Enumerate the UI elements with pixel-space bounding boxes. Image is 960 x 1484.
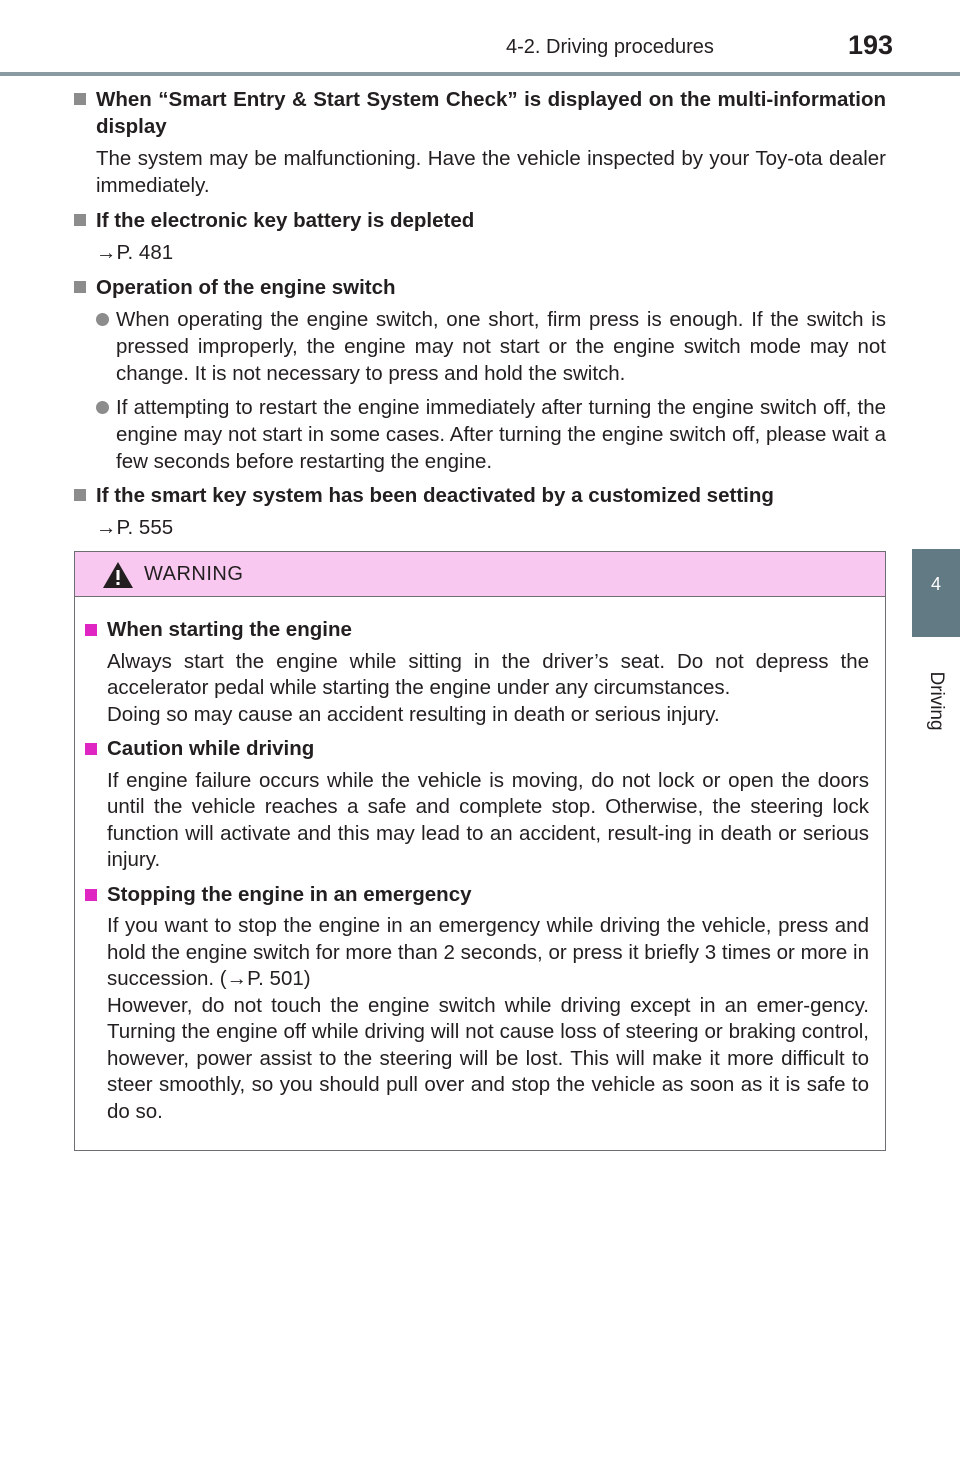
square-bullet-icon (74, 489, 86, 501)
warning-text: Always start the engine while sitting in the driver’s seat. Do not depress the accelerator pedal while starting the engine under any circumstances. Doing so may cause an accident resulting in death or serious injury. (107, 649, 869, 726)
warning-title: WARNING (144, 563, 244, 585)
warning-heading: Caution while driving (85, 736, 869, 763)
warning-text: If you want to stop the engine in an emergency while driving the vehicle, press and hold the engine switch for more than 2 seconds, or press it briefly 3 times or more in succession. (→P. 501) However, do not touch the engine switch while driving except in an emer-gency. Turning the engine off while driving will not cause loss of steering or braking control, however, power assist to the steering will be lost. This will make it more difficult to steer smoothly, so you should pull over and stop the vehicle as soon as it is safe to do so. (107, 914, 869, 1123)
list-item: When operating the engine switch, one short, firm press is enough. If the switch is pressed improperly, the engine may not start or the engine switch mode may not change. It is not necessary to press and hold the switch. (74, 306, 886, 387)
square-bullet-icon (85, 889, 97, 901)
warning-box (74, 551, 886, 1151)
page-reference: →P. 555 (96, 516, 174, 539)
square-bullet-icon (85, 743, 97, 755)
square-bullet-icon (74, 93, 86, 105)
square-bullet-icon (85, 624, 97, 636)
round-bullet-icon (96, 401, 109, 414)
list-item: If attempting to restart the engine immediately after turning the engine switch off, the engine may not start in some cases. After turning the engine switch off, please wait a few seconds before restarting the engine. (74, 394, 886, 475)
chapter-tab (912, 549, 960, 637)
section-heading: If the electronic key battery is depleted (74, 207, 886, 234)
section-heading: If the smart key system has been deactivated by a customized setting (74, 482, 886, 509)
round-bullet-icon (96, 313, 109, 326)
warning-text: If engine failure occurs while the vehicle is moving, do not lock or open the doors until the vehicle reaches a safe and complete stop. Otherwise, the steering lock function will activate and this may lead to an accident, result-ing in death or serious injury. (107, 768, 869, 871)
warning-body (75, 597, 885, 1125)
chapter-label: Driving (926, 671, 947, 731)
section-body: The system may be malfunctioning. Have the vehicle inspected by your Toy-ota dealer immediately. (96, 147, 886, 197)
warning-heading: When starting the engine (85, 617, 869, 644)
warning-heading: Stopping the engine in an emergency (85, 882, 869, 909)
header-rule (0, 72, 960, 76)
page-number: 193 (848, 30, 894, 60)
main-content (74, 86, 886, 549)
chapter-number: 4 (930, 574, 941, 594)
square-bullet-icon (74, 281, 86, 293)
square-bullet-icon (74, 214, 86, 226)
section-heading: When “Smart Entry & Start System Check” is displayed on the multi-information display (74, 86, 886, 140)
warning-header (75, 552, 885, 597)
warning-triangle-icon (102, 561, 134, 589)
section-heading: Operation of the engine switch (74, 274, 886, 301)
section-title: 4-2. Driving procedures (506, 36, 714, 58)
page-reference: →P. 481 (96, 241, 174, 264)
